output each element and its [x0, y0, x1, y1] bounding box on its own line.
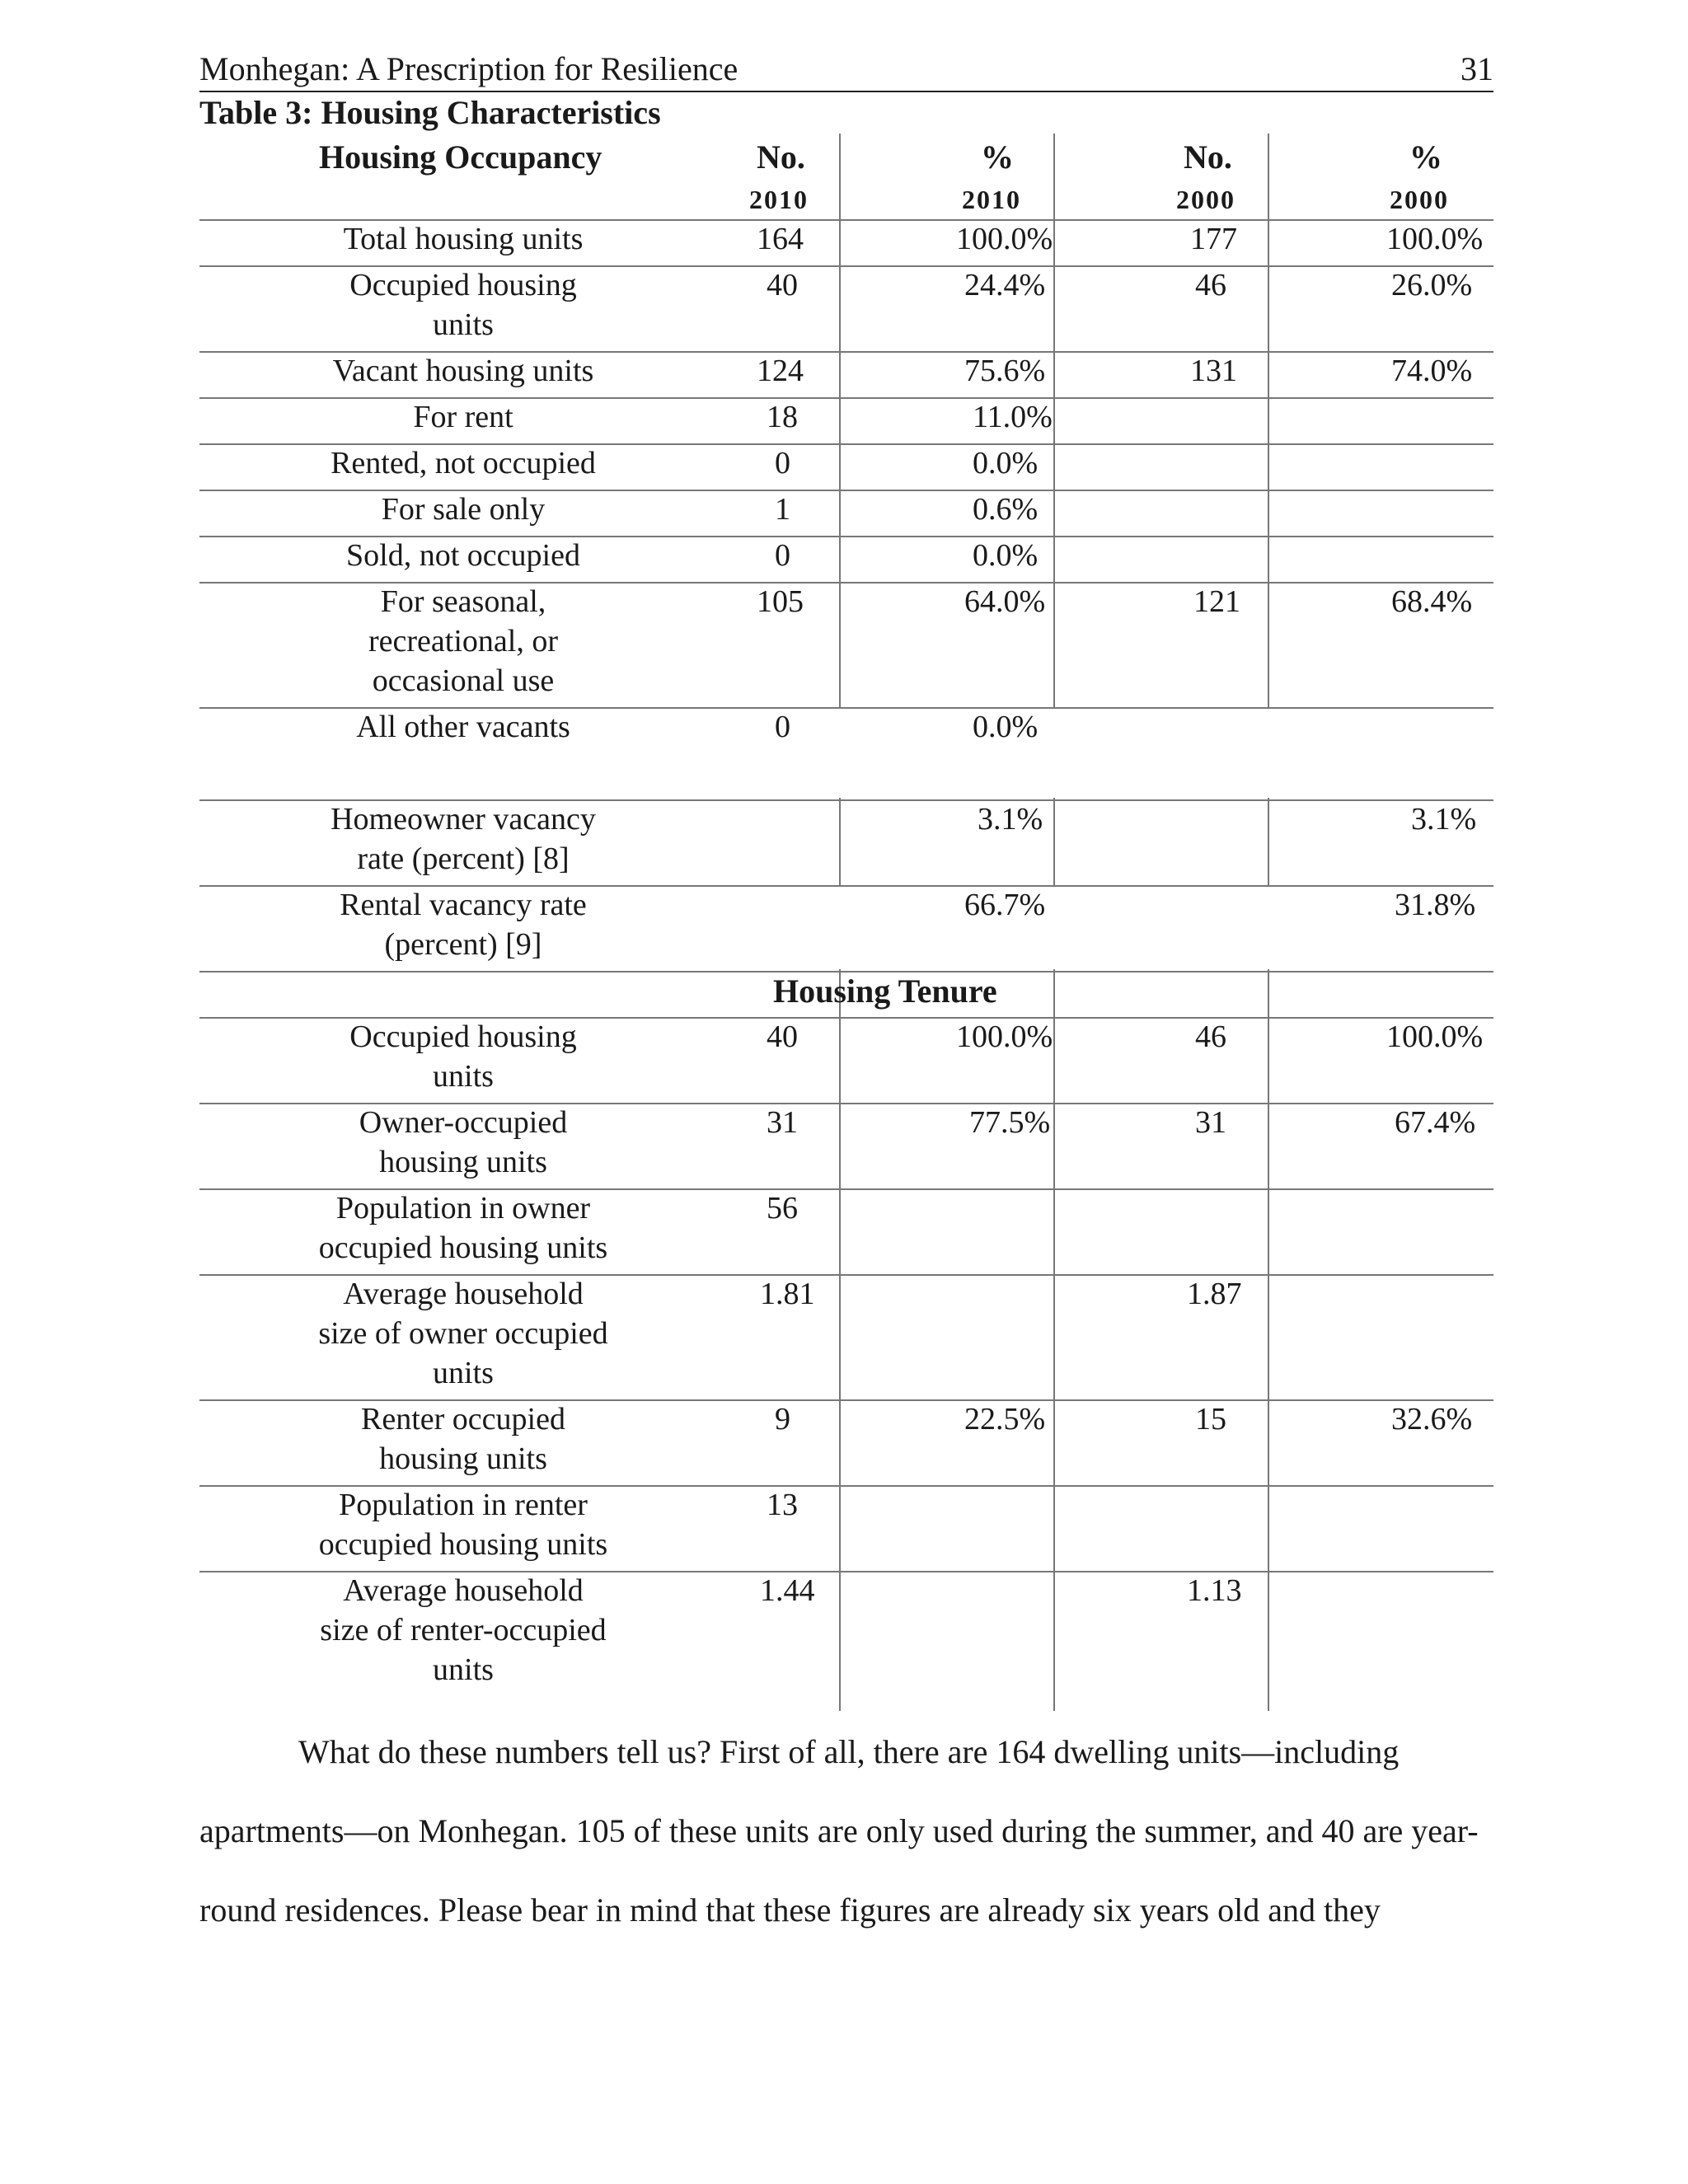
cell-no-2010: 13 — [767, 1488, 798, 1522]
row-label: For sale only — [381, 492, 546, 527]
row-label: All other vacants — [356, 710, 570, 744]
row-label-line: Population in owner — [335, 1191, 591, 1226]
column-header-pct-2010-year: 2010 — [962, 185, 1021, 214]
cell-no-2010: 1.81 — [760, 1277, 815, 1311]
cell-no-2000: 121 — [1193, 584, 1240, 619]
row-label-line: housing units — [379, 1441, 547, 1476]
tenure-heading: Housing Tenure — [773, 972, 997, 1010]
column-header-label: Housing Occupancy — [319, 138, 603, 176]
row-label-line: size of owner occupied — [318, 1316, 608, 1351]
row-label — [261, 1274, 665, 1393]
cell-pct-2010: 100.0% — [956, 1019, 1053, 1054]
row-label — [261, 265, 665, 344]
row-label-line: units — [433, 1356, 494, 1390]
cell-pct-2010: 0.0% — [973, 446, 1039, 480]
column-header-pct-2000-year: 2000 — [1390, 185, 1449, 214]
cell-pct-2000: 68.4% — [1391, 584, 1473, 619]
cell-pct-2000: 100.0% — [1386, 1019, 1484, 1054]
cell-no-2000: 1.87 — [1187, 1277, 1242, 1311]
row-label-line: units — [433, 1059, 494, 1094]
cell-pct-2010: 66.7% — [964, 888, 1046, 922]
cell-pct-2010: 64.0% — [964, 584, 1046, 619]
row-label — [261, 1017, 665, 1096]
cell-pct-2000: 100.0% — [1386, 222, 1484, 256]
row-label-line: Occupied housing — [349, 1019, 577, 1054]
cell-no-2000: 15 — [1195, 1402, 1226, 1436]
row-label-line: occupied housing units — [318, 1230, 608, 1265]
row-label-line: size of renter-occupied — [320, 1613, 607, 1647]
row-label-line: rate (percent) [8] — [357, 841, 570, 876]
cell-no-2000: 1.13 — [1187, 1573, 1242, 1608]
running-header — [199, 48, 1493, 92]
body-paragraph — [199, 1713, 1493, 1950]
cell-no-2010: 9 — [775, 1402, 790, 1436]
row-label-line: housing units — [379, 1145, 547, 1179]
housing-table — [199, 134, 1493, 1712]
cell-pct-2010: 100.0% — [956, 222, 1053, 256]
row-label-line: (percent) [9] — [384, 927, 542, 962]
row-label: Sold, not occupied — [346, 538, 580, 573]
cell-no-2000: 131 — [1190, 354, 1237, 388]
page-number: 31 — [1461, 50, 1493, 87]
cell-pct-2010: 0.0% — [973, 538, 1039, 573]
cell-pct-2010: 24.4% — [964, 268, 1046, 302]
row-label: Vacant housing units — [332, 354, 594, 388]
row-label — [261, 799, 665, 879]
row-label: Total housing units — [343, 222, 584, 256]
row-label-line: units — [433, 307, 494, 342]
row-label-line: recreational, or — [368, 624, 558, 658]
row-label-line: Owner-occupied — [359, 1105, 568, 1140]
cell-no-2000: 46 — [1195, 268, 1226, 302]
cell-no-2000: 177 — [1190, 222, 1237, 256]
row-label: For rent — [413, 400, 513, 434]
cell-pct-2010: 0.0% — [973, 710, 1039, 744]
cell-no-2010: 40 — [767, 268, 798, 302]
cell-no-2010: 40 — [767, 1019, 798, 1054]
row-label — [261, 1399, 665, 1479]
row-label-line: For seasonal, — [380, 584, 546, 619]
row-label — [261, 582, 665, 701]
cell-pct-2010: 75.6% — [964, 354, 1046, 388]
row-label — [261, 1103, 665, 1182]
cell-pct-2010: 3.1% — [978, 802, 1043, 837]
cell-pct-2000: 67.4% — [1395, 1105, 1476, 1140]
table-title: Table 3: Housing Characteristics — [199, 94, 661, 131]
cell-no-2010: 0 — [775, 710, 790, 744]
cell-no-2010: 0 — [775, 446, 790, 480]
cell-no-2010: 124 — [757, 354, 804, 388]
row-label — [261, 1485, 665, 1564]
cell-pct-2010: 22.5% — [964, 1402, 1046, 1436]
cell-pct-2010: 0.6% — [973, 492, 1039, 527]
row-label-line: Homeowner vacancy — [331, 802, 596, 837]
row-label: Rented, not occupied — [331, 446, 596, 480]
row-label-line: Population in renter — [339, 1488, 588, 1522]
cell-no-2010: 31 — [767, 1105, 798, 1140]
cell-no-2010: 56 — [767, 1191, 798, 1226]
cell-pct-2000: 74.0% — [1391, 354, 1473, 388]
row-label-line: Average household — [343, 1277, 584, 1311]
row-label — [261, 1571, 665, 1690]
row-label-line: units — [433, 1652, 494, 1687]
cell-pct-2000: 31.8% — [1395, 888, 1476, 922]
cell-pct-2000: 26.0% — [1391, 268, 1473, 302]
paragraph-text: What do these numbers tell us? First of all, there are 164 dwelling units—including apartments—on Monhegan. 105 of these units are only used during the summer, and 40 are year-round residences. Please bear in mind that these figures are already six years old and they — [199, 1733, 1479, 1929]
row-label-line: occupied housing units — [318, 1527, 608, 1562]
running-title: Monhegan: A Prescription for Resilience — [199, 50, 738, 87]
column-header-no-2010: No. — [757, 138, 805, 176]
cell-no-2000: 46 — [1195, 1019, 1226, 1054]
row-label — [261, 1188, 665, 1268]
cell-no-2010: 18 — [767, 400, 798, 434]
column-header-no-2000: No. — [1184, 138, 1232, 176]
row-label-line: Average household — [343, 1573, 584, 1608]
column-header-no-2000-year: 2000 — [1176, 185, 1236, 214]
cell-pct-2000: 32.6% — [1391, 1402, 1473, 1436]
cell-no-2010: 0 — [775, 538, 790, 573]
cell-no-2010: 1 — [775, 492, 790, 527]
column-header-pct-2000: % — [1409, 138, 1442, 176]
cell-pct-2010: 11.0% — [973, 400, 1053, 434]
cell-pct-2000: 3.1% — [1411, 802, 1477, 837]
row-label-line: occasional use — [372, 663, 555, 698]
cell-no-2010: 1.44 — [760, 1573, 815, 1608]
column-header-pct-2010: % — [981, 138, 1014, 176]
row-label-line: Rental vacancy rate — [340, 888, 587, 922]
row-label-line: Occupied housing — [349, 268, 577, 302]
row-label — [261, 885, 665, 964]
cell-no-2000: 31 — [1195, 1105, 1226, 1140]
column-header-no-2010-year: 2010 — [749, 185, 809, 214]
cell-no-2010: 105 — [757, 584, 804, 619]
cell-no-2010: 164 — [757, 222, 804, 256]
cell-pct-2010: 77.5% — [969, 1105, 1051, 1140]
row-label-line: Renter occupied — [361, 1402, 565, 1436]
